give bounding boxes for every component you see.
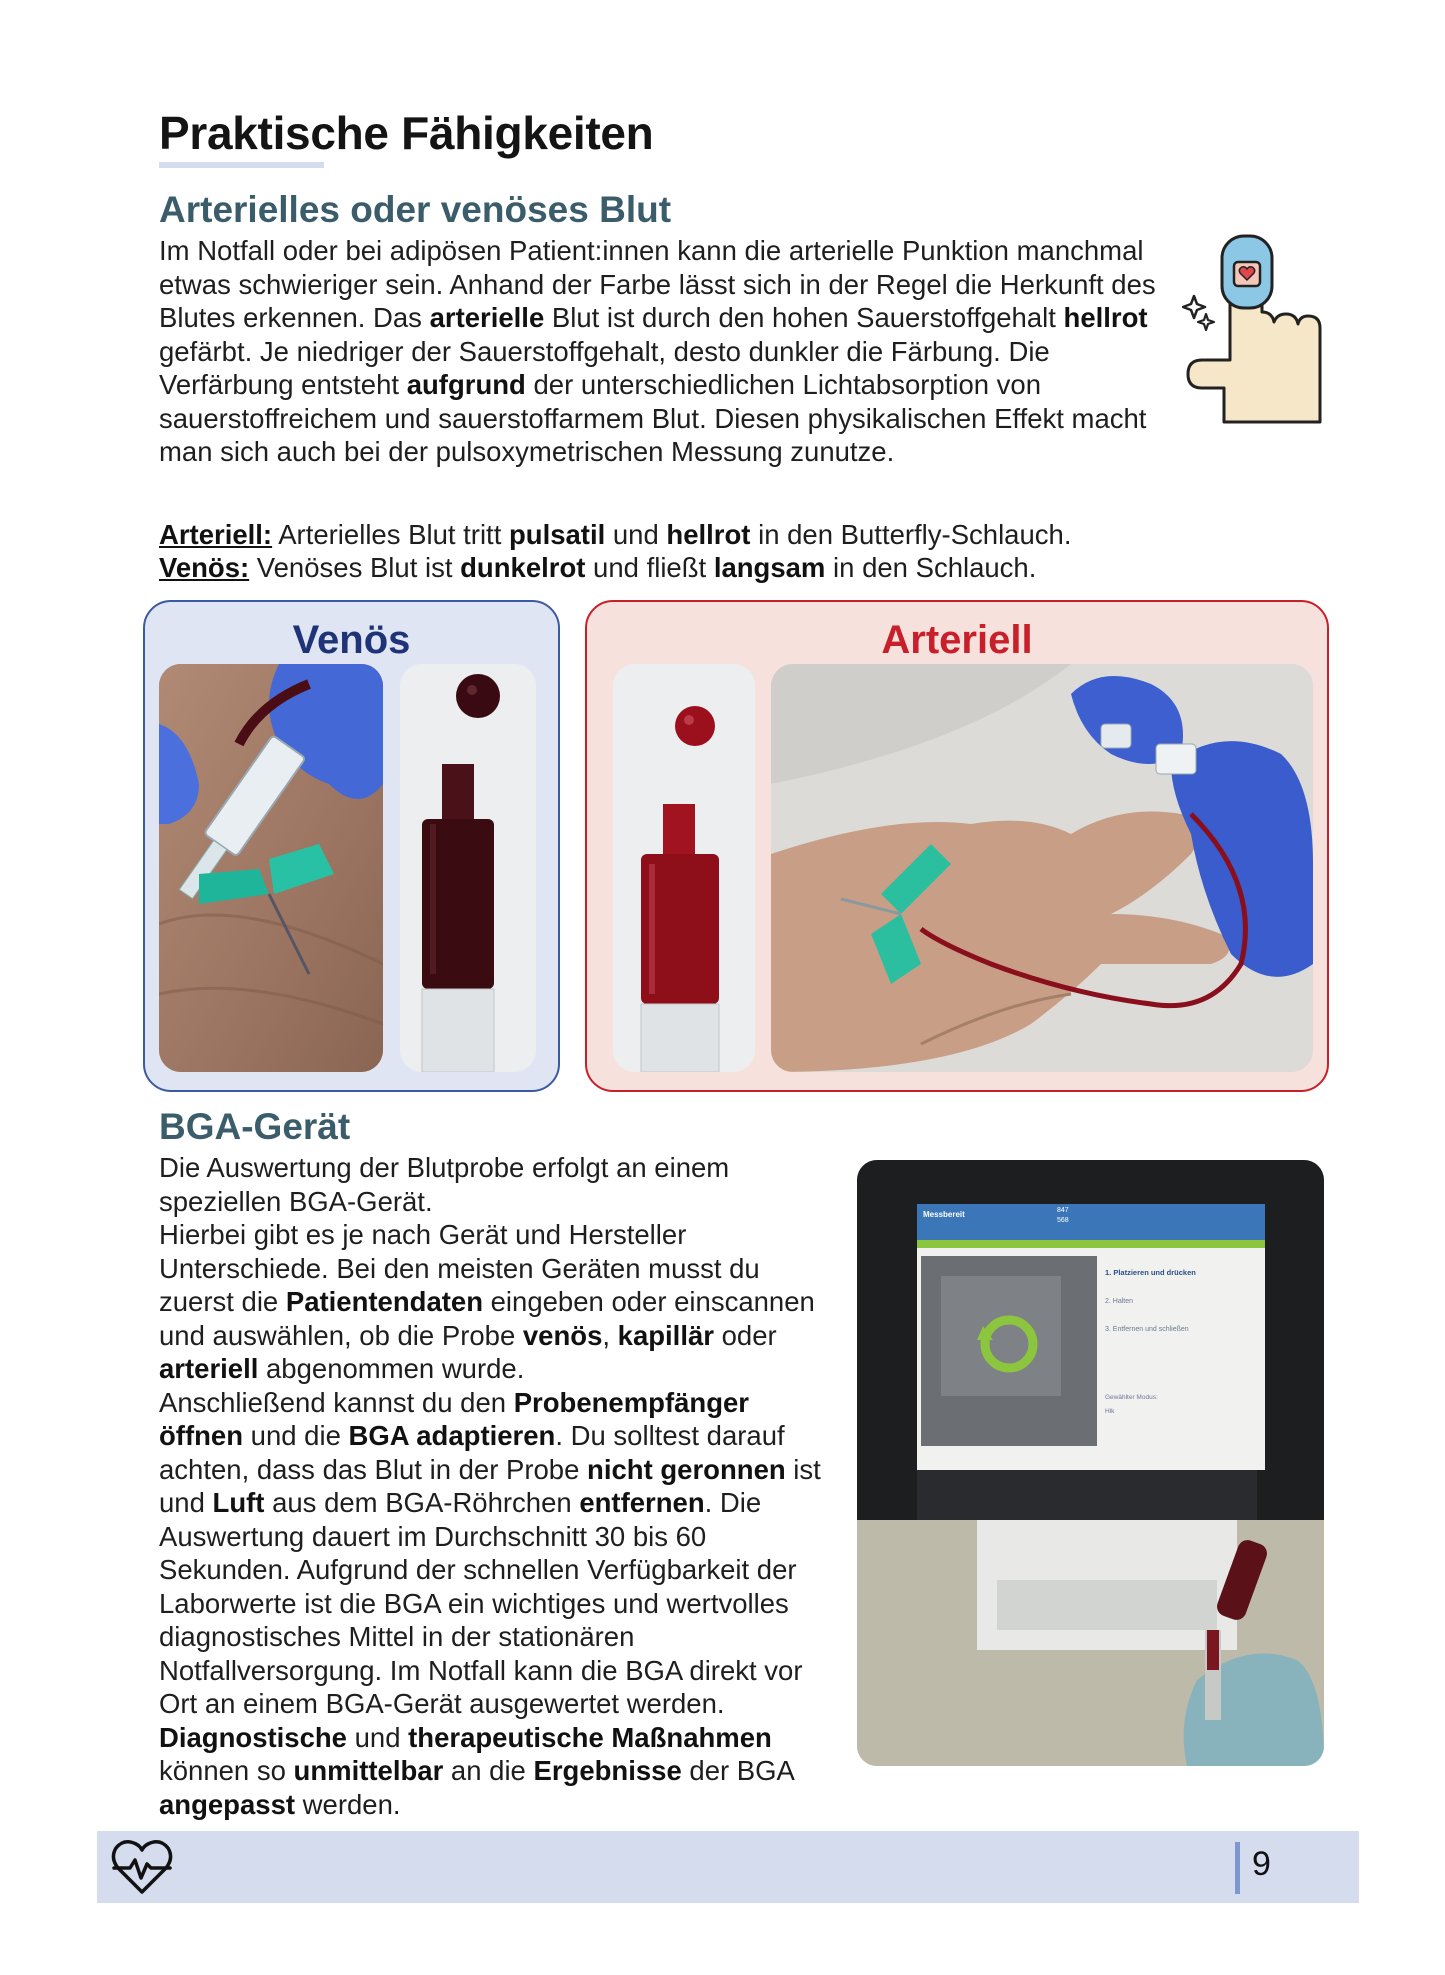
bga-screen <box>917 1204 1265 1470</box>
screen-mode-value: Hlk <box>1105 1408 1115 1415</box>
screen-instruction-image <box>921 1256 1097 1446</box>
heartbeat-icon <box>110 1838 174 1896</box>
screen-status-text: Messbereit <box>923 1210 965 1219</box>
arterial-panel <box>585 600 1329 1092</box>
arterial-description: Arteriell: Arterielles Blut tritt pulsatil und hellrot in den Butterfly-Schlauch. <box>159 519 1072 550</box>
title-underline <box>159 162 324 168</box>
screen-value-1: 847 <box>1057 1207 1069 1214</box>
venous-tube-photo <box>400 664 536 1072</box>
screen-status-bar <box>917 1204 1265 1240</box>
screen-step-3: 3. Entfernen und schließen <box>1105 1326 1189 1333</box>
section-heading-blood: Arterielles oder venöses Blut <box>159 189 672 230</box>
venous-puncture-photo <box>159 664 383 1072</box>
arterial-puncture-photo <box>771 664 1313 1072</box>
screen-progress-strip <box>917 1240 1265 1248</box>
page-title: Praktische Fähigkeiten <box>159 107 654 159</box>
arterial-tube-photo <box>613 664 755 1072</box>
page-number: 9 <box>1252 1845 1271 1883</box>
bga-paragraph: Die Auswertung der Blutprobe erfolgt an einem speziellen BGA-Gerät. Hierbei gibt es je nach Gerät und Hersteller Unterschiede. Bei den meisten Geräten musst du zuerst die Patientendaten eingeben oder einscannen und auswählen, ob die Probe venös, kapillär oder arteriell abgenommen wurde. Anschließend kannst du den Probenempfänger öffnen und die BGA adaptieren. Du solltest darauf achten, dass das Blut in der Probe nicht geronnen ist und Luft aus dem BGA-Röhrchen entfernen. Die Auswertung dauert im Durchschnitt 30 bis 60 Sekunden. Aufgrund der schnellen Verfügbarkeit der Laborwerte ist die BGA ein wichtiges und wertvolles diagnostisches Mittel in der stationären Notfallversorgung. Im Notfall kann die BGA direkt vor Ort an einem BGA-Gerät ausgewertet werden. Diagnostische und therapeutische Maßnahmen können so unmittelbar an die Ergebnisse der BGA angepasst werden. <box>159 1152 821 1820</box>
intro-paragraph: Im Notfall oder bei adipösen Patient:innen kann die arterielle Punktion manchmal etwas schwieriger sein. Anhand der Farbe lässt sich in der Regel die Herkunft des Blutes erkennen. Das arterielle Blut ist durch den hohen Sauerstoffgehalt hellrot gefärbt. Je niedriger der Sauerstoffgehalt, desto dunkler die Färbung. Die Verfärbung entsteht aufgrund der unterschiedlichen Lichtabsorption von sauerstoffreichem und sauerstoffarmem Blut. Diesen physikalischen Effekt macht man sich auch bei der pulsoxymetrischen Messung zunutze. <box>159 235 1156 467</box>
footer-divider <box>1235 1842 1240 1894</box>
venous-description: Venös: Venöses Blut ist dunkelrot und fließt langsam in den Schlauch. <box>159 552 1037 583</box>
footer-bar <box>97 1831 1359 1903</box>
screen-step-1: 1. Platzieren und drücken <box>1105 1268 1196 1277</box>
bga-device-photo <box>857 1160 1324 1766</box>
screen-mode-label: Gewählter Modus: <box>1105 1394 1158 1401</box>
screen-value-2: 568 <box>1057 1217 1069 1224</box>
arterial-panel-title: Arteriell <box>881 618 1033 662</box>
screen-step-2: 2. Halten <box>1105 1298 1134 1305</box>
venous-panel <box>143 600 560 1092</box>
section-heading-bga: BGA-Gerät <box>159 1106 351 1147</box>
venous-panel-title: Venös <box>292 618 411 662</box>
pulse-oximeter-finger-icon <box>1182 232 1330 424</box>
